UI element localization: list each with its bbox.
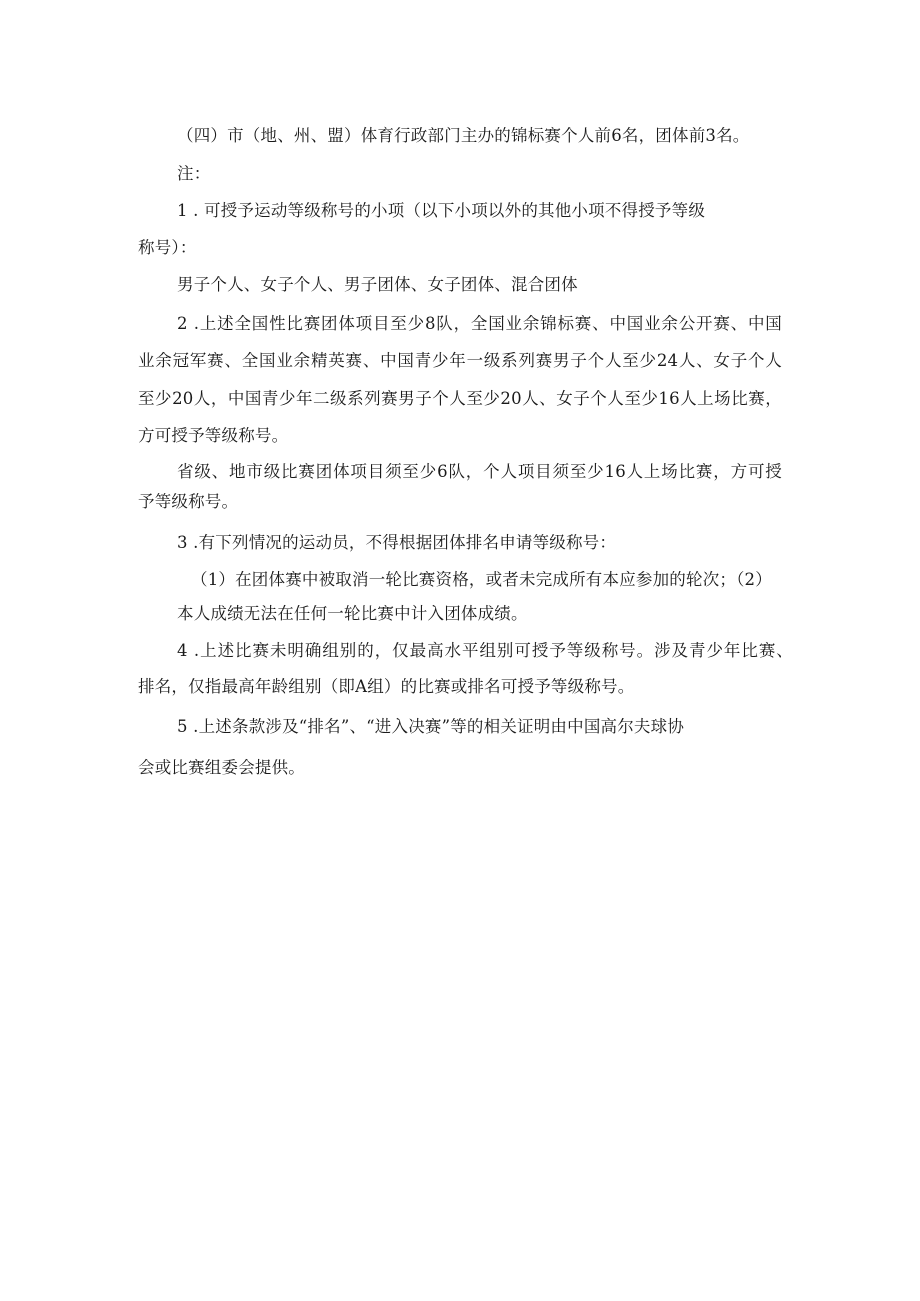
note-3-line-1: 3 .有下列情况的运动员，不得根据团体排名申请等级称号： <box>177 533 617 552</box>
note-2-line-3: 至少20人，中国青少年二级系列赛男子个人至少20人、女子个人至少16人上场比赛， <box>138 389 782 408</box>
note-2-line-1: 2 .上述全国性比赛团体项目至少8队，全国业余锦标赛、中国业余公开赛、中国 <box>177 314 782 333</box>
note-1-line-2: 称号）： <box>138 238 197 257</box>
note-5-line-1: 5 .上述条款涉及“排名”、“进入决赛”等的相关证明由中国高尔夫球协 <box>177 717 685 736</box>
note-4-line-2: 排名，仅指最高年龄组别（即A组）的比赛或排名可授予等级称号。 <box>138 677 635 696</box>
paragraph-municipal-championship: （四）市（地、州、盟）体育行政部门主办的锦标赛个人前6名，团体前3名。 <box>177 126 750 145</box>
event-list: 男子个人、女子个人、男子团体、女子团体、混合团体 <box>177 275 578 294</box>
note-4-line-1: 4 .上述比赛未明确组别的，仅最高水平组别可授予等级称号。涉及青少年比赛、 <box>177 641 793 660</box>
provincial-line-2: 予等级称号。 <box>138 492 239 511</box>
note-3-item-2: 本人成绩无法在任何一轮比赛中计入团体成绩。 <box>177 604 528 623</box>
note-2-line-4: 方可授予等级称号。 <box>138 426 289 445</box>
provincial-line-1: 省级、地市级比赛团体项目须至少6队，个人项目须至少16人上场比赛，方可授 <box>177 462 782 481</box>
note-5-line-2: 会或比赛组委会提供。 <box>138 758 305 777</box>
note-1-line-1: 1 . 可授予运动等级称号的小项（以下小项以外的其他小项不得授予等级 <box>177 201 706 220</box>
note-heading: 注： <box>177 164 211 183</box>
note-2-line-2: 业余冠军赛、全国业余精英赛、中国青少年一级系列赛男子个人至少24人、女子个人 <box>138 351 782 370</box>
note-3-item-1: （1）在团体赛中被取消一轮比赛资格，或者未完成所有本应参加的轮次；（2） <box>191 570 772 589</box>
